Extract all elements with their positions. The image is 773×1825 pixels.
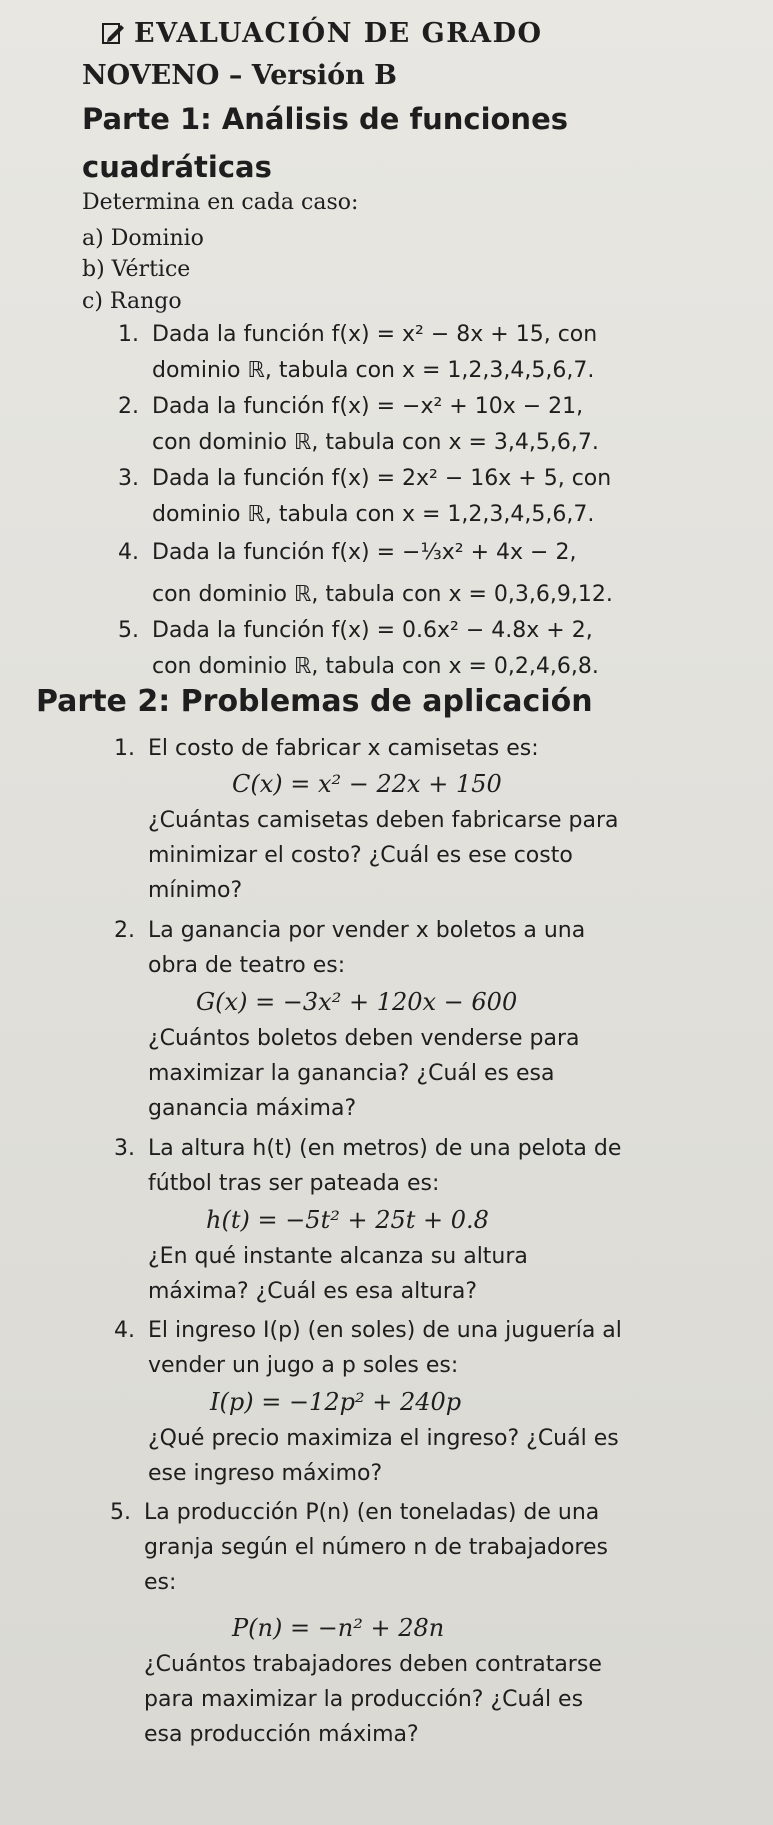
problem-intro: La ganancia por vender x boletos a una <box>148 918 586 943</box>
item-number: 1. <box>118 322 139 347</box>
problem-3 <box>114 1136 621 1161</box>
problem-question: ese ingreso máximo? <box>148 1461 383 1486</box>
problem-question: esa producción máxima? <box>144 1722 419 1747</box>
problem-5 <box>110 1500 599 1525</box>
problem-intro: El costo de fabricar x camisetas es: <box>148 736 539 761</box>
part1-intro: Determina en cada caso: <box>82 190 359 215</box>
option-c: c) Rango <box>82 289 182 314</box>
exam-title: EVALUACIÓN DE GRADO <box>100 18 543 49</box>
problem-question: máxima? ¿Cuál es esa altura? <box>148 1279 478 1304</box>
part2-heading: Parte 2: Problemas de aplicación <box>36 684 593 719</box>
part1-heading: Parte 1: Análisis de funciones <box>82 102 569 136</box>
problem-intro-cont: vender un jugo a p soles es: <box>148 1353 459 1378</box>
item-text: Dada la función f(x) = 0.6x² − 4.8x + 2, <box>152 618 593 643</box>
problem-question: ¿Cuántos boletos deben venderse para <box>148 1026 580 1051</box>
item-number: 3. <box>118 466 139 491</box>
problem-intro: El ingreso I(p) (en soles) de una juguería al <box>148 1318 622 1343</box>
problem-1 <box>114 736 539 761</box>
item-text: Dada la función f(x) = −⅓x² + 4x − 2, <box>152 540 577 565</box>
problem-intro-cont: granja según el número n de trabajadores <box>144 1535 608 1560</box>
item-number: 4. <box>118 540 139 565</box>
problem-intro-cont: obra de teatro es: <box>148 953 346 978</box>
problem-number: 2. <box>114 918 135 943</box>
problem-intro: La producción P(n) (en toneladas) de una <box>144 1500 600 1525</box>
problem-2 <box>114 918 585 943</box>
part1-item <box>118 322 597 347</box>
problem-intro-cont: es: <box>144 1570 177 1595</box>
problem-formula: h(t) = −5t² + 25t + 0.8 <box>206 1206 489 1234</box>
item-number: 2. <box>118 394 139 419</box>
problem-intro: La altura h(t) (en metros) de una pelota de <box>148 1136 622 1161</box>
problem-question: ¿Cuántas camisetas deben fabricarse para <box>148 808 619 833</box>
item-text: Dada la función f(x) = −x² + 10x − 21, <box>152 394 584 419</box>
problem-number: 4. <box>114 1318 135 1343</box>
problem-4 <box>114 1318 622 1343</box>
problem-question: minimizar el costo? ¿Cuál es ese costo <box>148 843 573 868</box>
part1-item-cont: con dominio ℝ, tabula con x = 0,2,4,6,8. <box>152 654 599 679</box>
problem-question: ganancia máxima? <box>148 1096 357 1121</box>
problem-number: 3. <box>114 1136 135 1161</box>
edit-icon <box>100 20 126 46</box>
item-number: 5. <box>118 618 139 643</box>
problem-question: ¿En qué instante alcanza su altura <box>148 1244 528 1269</box>
part1-heading-cont: cuadráticas <box>82 150 272 184</box>
part1-item <box>118 394 583 419</box>
problem-number: 1. <box>114 736 135 761</box>
problem-question: para maximizar la producción? ¿Cuál es <box>144 1687 584 1712</box>
part1-item <box>118 540 576 565</box>
part1-item-cont: con dominio ℝ, tabula con x = 3,4,5,6,7. <box>152 430 599 455</box>
problem-intro-cont: fútbol tras ser pateada es: <box>148 1171 440 1196</box>
problem-question: ¿Cuántos trabajadores deben contratarse <box>144 1652 602 1677</box>
problem-formula: C(x) = x² − 22x + 150 <box>232 770 502 798</box>
option-b: b) Vértice <box>82 257 191 282</box>
exam-subtitle: NOVENO – Versión B <box>82 60 397 91</box>
problem-formula: I(p) = −12p² + 240p <box>210 1388 462 1416</box>
problem-question: maximizar la ganancia? ¿Cuál es esa <box>148 1061 555 1086</box>
problem-formula: P(n) = −n² + 28n <box>232 1614 445 1642</box>
item-text: Dada la función f(x) = 2x² − 16x + 5, con <box>152 466 612 491</box>
option-a: a) Dominio <box>82 226 204 251</box>
problem-formula: G(x) = −3x² + 120x − 600 <box>196 988 518 1016</box>
part1-item-cont: dominio ℝ, tabula con x = 1,2,3,4,5,6,7. <box>152 358 595 383</box>
part1-item <box>118 466 611 491</box>
problem-number: 5. <box>110 1500 131 1525</box>
part1-item-cont: con dominio ℝ, tabula con x = 0,3,6,9,12. <box>152 582 613 607</box>
problem-question: mínimo? <box>148 878 243 903</box>
part1-item-cont: dominio ℝ, tabula con x = 1,2,3,4,5,6,7. <box>152 502 595 527</box>
problem-question: ¿Qué precio maximiza el ingreso? ¿Cuál es <box>148 1426 619 1451</box>
item-text: Dada la función f(x) = x² − 8x + 15, con <box>152 322 598 347</box>
part1-item <box>118 618 593 643</box>
